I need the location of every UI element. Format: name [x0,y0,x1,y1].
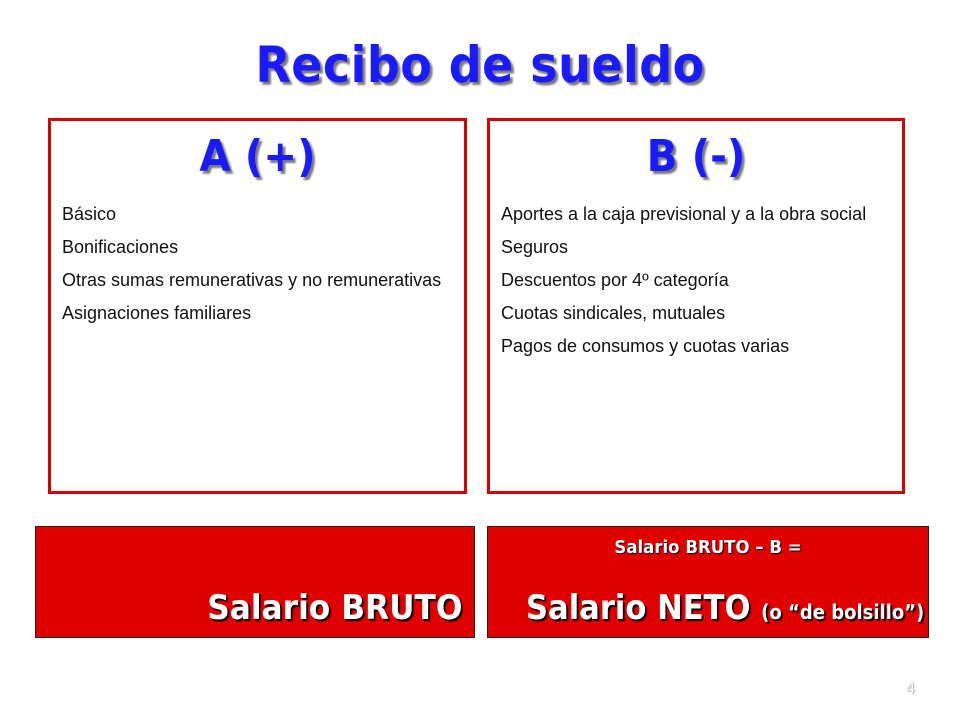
neto-suffix: (o “de bolsillo”) [761,600,925,624]
list-item: Cuotas sindicales, mutuales [501,303,726,323]
salario-bruto-label: Salario BRUTO [206,588,462,628]
box-a-list [51,203,464,325]
list-item: Aportes a la caja previsional y a la obra social [501,204,867,224]
box-a-heading: A (+) [199,131,316,182]
list-item: Bonificaciones [62,237,179,257]
slide-title: Recibo de sueldo [255,36,705,94]
box-b-list [490,203,902,358]
list-item: Otras sumas remunerativas y no remunerativas [62,270,442,290]
page-number: 4 [906,680,915,697]
list-item: Descuentos por 4º categoría [501,270,729,290]
salario-neto-label: Salario NETO [526,588,751,628]
box-b-heading: B (-) [646,131,746,182]
salario-bruto-bar [35,526,475,638]
salario-neto-bar [487,526,929,638]
box-b-deductions [487,118,905,494]
box-a-income [48,118,467,494]
neto-formula: Salario BRUTO – B = [614,537,802,558]
list-item: Seguros [501,237,569,257]
neto-line [526,588,925,628]
list-item: Básico [62,204,117,224]
list-item: Asignaciones familiares [62,303,252,323]
list-item: Pagos de consumos y cuotas varias [501,336,790,356]
